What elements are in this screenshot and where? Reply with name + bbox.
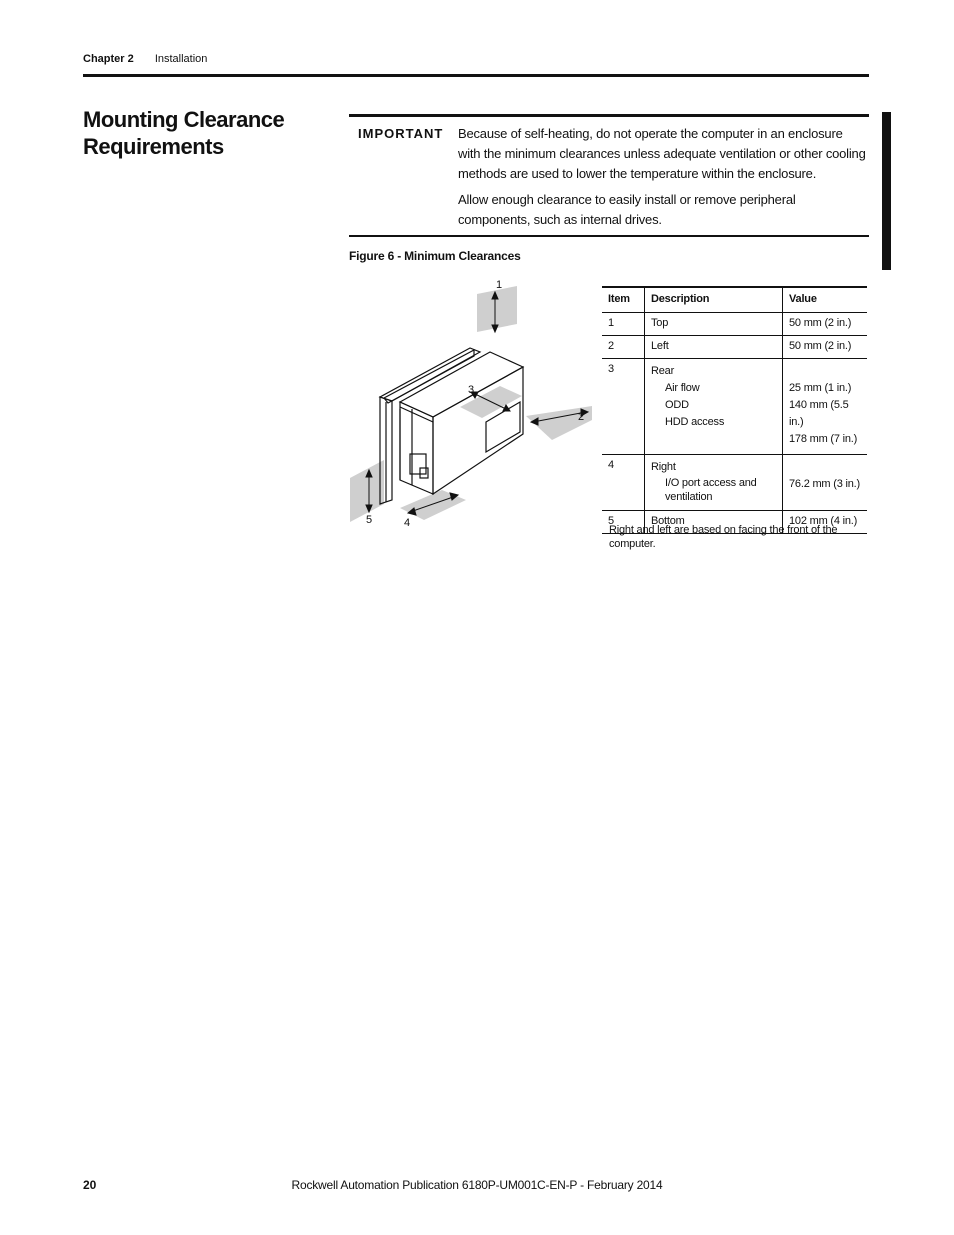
cell-value: 102 mm (4 in.) — [783, 511, 868, 534]
cell-value: 50 mm (2 in.) — [783, 313, 868, 336]
cell-description: Top — [645, 313, 783, 336]
sub-description: Air flow — [665, 382, 700, 394]
cell-description — [645, 359, 783, 455]
cell-item: 1 — [602, 313, 645, 336]
publication-footer: Rockwell Automation Publication 6180P-UM001C-EN-P - February 2014 — [291, 1178, 663, 1192]
chapter-label: Chapter 2 — [83, 53, 134, 65]
bottom-clearance-zone — [350, 460, 384, 522]
sub-value: 76.2 mm (3 in.) — [789, 478, 860, 490]
table-header-row — [602, 287, 867, 313]
cell-description: Bottom — [645, 511, 783, 534]
table-row — [602, 359, 867, 455]
table-row — [602, 313, 867, 336]
cell-description-main: Right — [651, 461, 676, 473]
cell-item: 2 — [602, 336, 645, 359]
callout-4: 4 — [404, 517, 411, 529]
cell-description: Left — [645, 336, 783, 359]
header-rule — [83, 74, 869, 77]
cell-value — [783, 455, 868, 511]
page-number: 20 — [83, 1178, 97, 1192]
cell-description-main: Rear — [651, 365, 675, 377]
sub-description: ODD — [665, 399, 689, 411]
callout-1: 1 — [496, 279, 503, 291]
sub-value: 140 mm (5.5 in.) — [789, 399, 849, 428]
important-callout — [349, 114, 869, 237]
important-paragraph: Because of self-heating, do not operate the computer in an enclosure with the minimum clearances unless adequate ventilation or other cooling methods are used to lower the temperature within the enclosure. — [458, 126, 866, 181]
cell-item: 3 — [602, 359, 645, 455]
sub-description: HDD access — [665, 416, 725, 428]
sub-description: I/O port access and ventilation — [665, 477, 757, 503]
cell-description — [645, 455, 783, 511]
running-header — [83, 53, 207, 65]
cell-value: 50 mm (2 in.) — [783, 336, 868, 359]
callout-2: 2 — [578, 411, 585, 423]
figure-caption: Figure 6 - Minimum Clearances — [349, 249, 521, 263]
callout-5: 5 — [366, 514, 373, 526]
col-header-item: Item — [602, 287, 645, 313]
table-row — [602, 336, 867, 359]
table-row — [602, 455, 867, 511]
callout-3: 3 — [468, 384, 475, 396]
table-footnote: Right and left are based on facing the front of the computer. — [609, 524, 838, 550]
col-header-value: Value — [783, 287, 868, 313]
sub-value: 178 mm (7 in.) — [789, 433, 858, 445]
computer-outline — [380, 348, 523, 504]
important-label: IMPORTANT — [358, 126, 444, 141]
section-title: Mounting Clearance Requirements — [83, 107, 285, 159]
sub-value: 25 mm (1 in.) — [789, 382, 852, 394]
important-text — [458, 124, 868, 236]
col-header-description: Description — [645, 287, 783, 313]
clearance-table — [602, 286, 867, 534]
chapter-section: Installation — [154, 53, 208, 65]
cell-item: 5 — [602, 511, 645, 534]
cell-value — [783, 359, 868, 455]
clearance-diagram — [340, 272, 600, 542]
chapter-thumb-tab — [882, 112, 891, 270]
cell-item: 4 — [602, 455, 645, 511]
important-paragraph: Allow enough clearance to easily install or remove peripheral components, such as internal drives. — [458, 192, 796, 227]
